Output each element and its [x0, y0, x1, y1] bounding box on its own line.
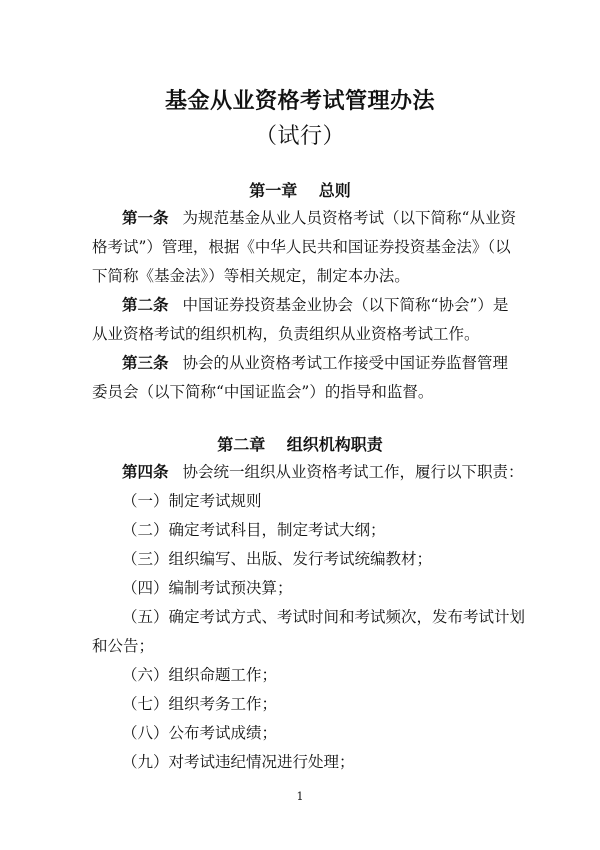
article-1-line-3: 下简称《基金法》）等相关规定，制定本办法。	[92, 267, 410, 285]
duty-item-4: （四）编制考试预决算；	[122, 579, 293, 597]
article-3-text-1: 协会的从业资格考试工作接受中国证券监督管理	[182, 354, 509, 372]
chapter-2-heading: 第二章 组织机构职责	[217, 435, 383, 454]
article-4-text-1: 协会统一组织从业资格考试工作，履行以下职责：	[182, 463, 524, 481]
page-number: 1	[296, 790, 304, 803]
article-1-text-1: 为规范基金从业人员资格考试（以下简称“从业资	[182, 209, 516, 227]
duty-item-3: （三）组织编写、出版、发行考试统编教材；	[122, 550, 433, 568]
article-4-line-1	[122, 462, 532, 482]
article-1-line-2: 格考试”）管理，根据《中华人民共和国证券投资基金法》（以	[92, 238, 511, 256]
chapter-1-heading: 第一章 总则	[249, 181, 351, 200]
duty-item-6: （六）组织命题工作；	[122, 666, 278, 684]
document-subtitle: （试行）	[254, 124, 345, 149]
article-2-line-2: 从业资格考试的组织机构，负责组织从业资格考试工作。	[92, 325, 480, 343]
article-4-label: 第四条	[122, 462, 169, 481]
article-3-line-2: 委员会（以下简称“中国证监会”）的指导和监督。	[92, 383, 434, 401]
article-2-label: 第二条	[122, 295, 169, 314]
article-2-text-1: 中国证券投资基金业协会（以下简称“协会”）是	[182, 296, 509, 314]
duty-item-9: （九）对考试违纪情况进行处理；	[122, 753, 355, 771]
article-1-line-1	[122, 208, 532, 228]
duty-item-5-continued: 和公告；	[92, 637, 155, 655]
article-3-line-1	[122, 353, 532, 373]
article-1-label: 第一条	[122, 208, 169, 227]
document-title: 基金从业资格考试管理办法	[164, 88, 435, 114]
duty-item-8: （八）公布考试成绩；	[122, 724, 278, 742]
duty-item-5: （五）确定考试方式、考试时间和考试频次，发布考试计划	[122, 608, 526, 626]
duty-item-1: （一）制定考试规则	[122, 492, 262, 510]
article-2-line-1	[122, 295, 532, 315]
duty-item-7: （七）组织考务工作；	[122, 695, 278, 713]
duty-item-2: （二）确定考试科目，制定考试大纲；	[122, 521, 386, 539]
article-3-label: 第三条	[122, 353, 169, 372]
